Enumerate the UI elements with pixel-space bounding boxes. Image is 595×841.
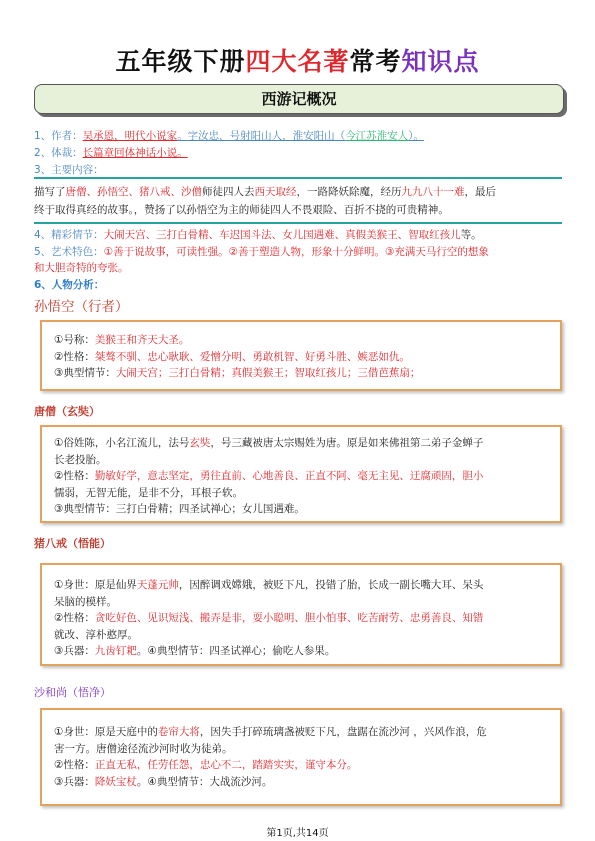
character-analysis-heading: 6、人物分析： <box>34 279 105 291</box>
author-place: 今江苏淮安人 <box>345 130 409 142</box>
row-label: ③兵器： <box>54 775 95 788</box>
page-title <box>0 42 595 78</box>
divider-top <box>34 177 562 179</box>
row-label: ①号称： <box>54 334 95 346</box>
row-value: 贪吃好色、见识短浅、搬弄是非，耍小聪明、胆小怕事、吃苦耐劳、忠勇善良、知错 <box>94 612 484 624</box>
wukong-row-2 <box>54 349 548 366</box>
summary-characters: 唐僧、孙悟空、猪八戒、沙僧 <box>65 186 202 198</box>
title-part-2: 四大名著 <box>245 47 350 76</box>
shaseng-name: 沙和尚（悟净） <box>34 686 111 699</box>
highlights-line <box>34 227 482 242</box>
art-value-1: ①善于说故事，可读性强。②善于塑造人物，形象十分鲜明。③充满天马行空的想象 <box>103 246 489 258</box>
art-label: 5、艺术特色： <box>34 246 104 258</box>
author-detail: 。字汝忠，号射阳山人，淮安阳山（ <box>177 130 346 142</box>
tangseng-box <box>40 425 562 523</box>
tangseng-name: 唐僧（玄奘） <box>34 405 100 418</box>
tangseng-row-2 <box>54 468 548 485</box>
row-value: 降妖宝杖 <box>94 775 137 788</box>
title-part-3: 常考 <box>349 47 402 76</box>
genre-label: 2、体裁： <box>34 147 83 159</box>
row-value: 玄奘 <box>189 437 211 449</box>
genre-value: 长篇章回体神话小说。 <box>82 147 188 159</box>
bajie-row-2 <box>54 610 548 627</box>
bajie-name: 猪八戒（悟能） <box>34 537 111 550</box>
genre-line <box>34 145 188 160</box>
author-label: 1、作者： <box>34 130 83 142</box>
highlights-value: 大闹天宫、三打白骨精、车迟国斗法、女儿国遇难、真假美猴王、智取红孩儿 <box>103 229 461 241</box>
tangseng-row-1 <box>54 435 548 452</box>
row-text: ，号三藏被唐太宗赐姓为唐。原是如来佛祖第二弟子金蝉子 <box>210 437 484 449</box>
summary-trials: 九九八十一难 <box>401 186 465 198</box>
summary-text: 描写了 <box>34 186 66 198</box>
title-part-4: 知识点 <box>401 47 480 76</box>
author-end: ）。 <box>408 130 424 142</box>
row-label: ②性格： <box>54 612 95 624</box>
bajie-row-2b: 就改、淳朴憨厚。 <box>54 628 138 641</box>
row-text: ①身世：原是仙界 <box>54 579 137 591</box>
row-value: 卷帘大将 <box>157 726 200 738</box>
bajie-row-1 <box>54 577 548 594</box>
row-text: ，因醉调戏嫦娥，被贬下凡，投错了胎，长成一副长嘴大耳、呆头 <box>178 579 484 591</box>
title-part-1: 五年级下册 <box>115 47 246 76</box>
bajie-box <box>40 563 562 666</box>
row-value: 正直无私，任劳任怨，忠心不二，踏踏实实，谨守本分。 <box>94 759 358 771</box>
shaseng-row-1b: 害一方。唐僧途径流沙河时收为徒弟。 <box>54 742 233 755</box>
art-line-2: 和大胆奇特的夸张。 <box>34 262 129 274</box>
row-value: 天蓬元帅 <box>136 579 179 591</box>
divider-bottom <box>34 222 562 224</box>
wukong-row-1 <box>54 332 548 349</box>
row-value: 勤敏好学，意志坚定，勇往直前、心地善良、正直不阿、毫无主见、迂腐顽固，胆小 <box>94 470 484 482</box>
row-label: ②性格： <box>54 470 95 482</box>
tangseng-row-2b: 懦弱，无智无能，是非不分，耳根子软。 <box>54 486 243 499</box>
content-label: 3、主要内容： <box>34 164 104 176</box>
tangseng-row-1b: 长老投胎。 <box>54 453 107 466</box>
wukong-box <box>40 320 562 391</box>
shaseng-box <box>40 708 562 806</box>
row-text: 。④典型情节：四圣试禅心；偷吃人参果。 <box>136 645 336 657</box>
row-text: ①身世：原是天庭中的 <box>54 726 158 738</box>
author-name: 吴承恩，明代小说家 <box>82 130 178 142</box>
row-value: 桀骜不驯、忠心耿耿、爱憎分明、勇敢机智、好勇斗胜、嫉恶如仇。 <box>94 350 410 363</box>
art-line <box>34 244 489 259</box>
page-footer: 第1页,共14页 <box>266 828 329 839</box>
shaseng-row-1 <box>54 724 548 741</box>
shaseng-row-2 <box>54 757 548 774</box>
highlights-label: 4、精彩情节： <box>34 229 104 241</box>
row-label: ③典型情节： <box>54 367 116 379</box>
row-value: 大闹天宫；三打白骨精；真假美猴王；智取红孩儿；三借芭蕉扇； <box>115 367 421 379</box>
summary-text: 师徒四人去 <box>202 186 255 198</box>
row-label: ③兵器： <box>54 645 95 657</box>
summary-journey: 西天取经 <box>254 186 297 198</box>
summary-line-2: 终于取得真经的故事。，赞扬了以孙悟空为主的师徒四人不畏艰险、百折不挠的可贵精神。 <box>34 204 449 216</box>
bajie-row-1b: 呆脑的模样。 <box>54 595 117 608</box>
bajie-row-3 <box>54 643 548 660</box>
row-value: 九齿钉耙 <box>94 645 137 657</box>
row-text: ①俗姓陈，小名江流儿，法号 <box>54 437 190 449</box>
wukong-row-3 <box>54 365 548 382</box>
author-line <box>34 128 424 143</box>
highlights-end: 等。 <box>460 229 482 241</box>
summary-text: ，最后 <box>464 186 496 198</box>
wukong-name: 孙悟空（行者） <box>34 299 129 315</box>
row-label: ②性格： <box>54 759 95 771</box>
summary-line-1 <box>34 183 564 201</box>
section-banner: 西游记概况 <box>34 84 564 114</box>
row-text: 。④典型情节：大战流沙河。 <box>136 775 273 788</box>
row-text: ，因失手打碎琉璃盏被贬下凡，盘踞在流沙河 ，兴风作浪，危 <box>199 726 487 738</box>
summary-paragraph <box>34 183 564 219</box>
row-value: 美猴王和齐天大圣。 <box>94 334 190 346</box>
shaseng-row-3 <box>54 774 548 791</box>
row-label: ②性格： <box>54 350 95 363</box>
summary-text: ，一路降妖除魔，经历 <box>296 186 402 198</box>
tangseng-row-3: ③典型情节：三打白骨精；四圣试禅心；女儿国遇难。 <box>54 503 305 515</box>
